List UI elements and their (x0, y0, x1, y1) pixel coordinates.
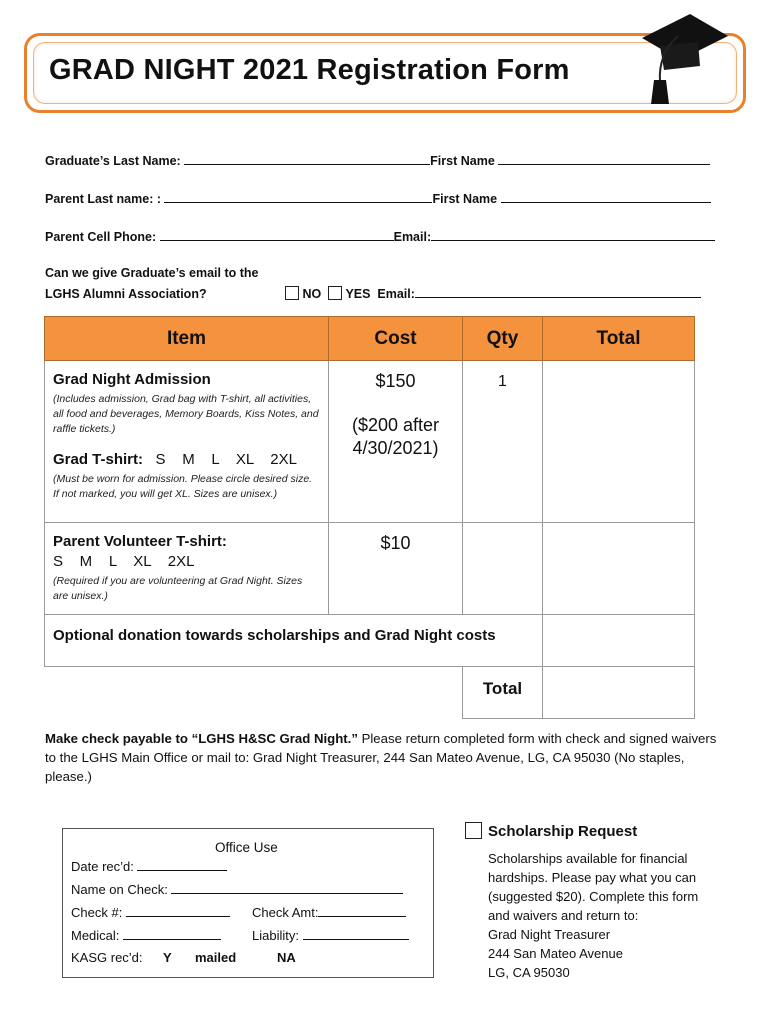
total-label: Total (463, 667, 543, 719)
name-on-check-row (71, 882, 403, 897)
parent-cell-field[interactable] (160, 229, 394, 241)
volunteer-note: (Required if you are volunteering at Grad Night. Sizes are unisex.) (53, 575, 303, 602)
volunteer-item-cell (45, 523, 329, 615)
volunteer-title: Parent Volunteer T-shirt: (53, 533, 227, 550)
check-number-field[interactable] (126, 905, 230, 917)
check-number-row (71, 905, 230, 920)
donation-label: Optional donation towards scholarships and Grad Night costs (45, 615, 543, 667)
parent-first-name-label: First Name (432, 192, 501, 206)
email-field[interactable] (431, 229, 715, 241)
grad-tshirt-label: Grad T-shirt: (53, 451, 144, 468)
graduate-last-name-field[interactable] (184, 153, 430, 165)
no-label: NO (302, 287, 322, 301)
volunteer-row (45, 523, 695, 615)
parent-last-name-field[interactable] (164, 191, 432, 203)
parent-last-name-label: Parent Last name: : (45, 192, 165, 206)
admission-cost-cell (329, 361, 463, 523)
volunteer-total-cell[interactable] (543, 523, 695, 615)
admission-qty: 1 (498, 373, 507, 390)
alumni-question-line2: LGHS Alumni Association? (45, 287, 207, 301)
admission-row (45, 361, 695, 523)
liability-row (252, 928, 409, 943)
grad-tshirt-sizes: S M L XL 2XL (155, 451, 297, 468)
instructions-bold: Make check payable to “LGHS H&SC Grad Night.” (45, 731, 358, 746)
liability-label: Liability: (252, 928, 303, 943)
admission-late-cost: ($200 after 4/30/2021) (351, 415, 440, 458)
admission-cost: $150 (375, 371, 416, 391)
email-label: Email: (393, 230, 432, 244)
graduate-first-name-field[interactable] (498, 153, 710, 165)
instructions-paragraph (45, 729, 725, 786)
header-total: Total (543, 317, 695, 361)
medical-row (71, 928, 221, 943)
parent-first-name-field[interactable] (501, 191, 711, 203)
name-on-check-field[interactable] (171, 882, 403, 894)
parent-contact-row (45, 229, 715, 244)
medical-label: Medical: (71, 928, 124, 943)
instructions-rest: Please return completed form with check and signed waivers to the LGHS Main Office or mail to: Grad Night Treasurer, 244 San Mateo Avenue, LG, CA 95030 (No staples, please.) (45, 731, 717, 784)
yes-email-label: Email: (377, 287, 415, 301)
check-amount-field[interactable] (318, 905, 406, 917)
scholarship-line: hardships. Please pay what you can (488, 870, 697, 885)
table-header-row (45, 317, 695, 361)
date-received-field[interactable] (137, 859, 227, 871)
scholarship-line: Scholarships available for financial (488, 851, 688, 866)
scholarship-checkbox[interactable] (465, 822, 482, 839)
graduate-name-row (45, 153, 710, 168)
scholarship-title: Scholarship Request (488, 823, 638, 840)
alumni-question-row (45, 286, 701, 301)
registration-table (44, 316, 695, 719)
admission-qty-cell[interactable] (463, 361, 543, 523)
page-title: GRAD NIGHT 2021 Registration Form (49, 54, 570, 86)
office-use-title: Office Use (215, 840, 278, 855)
grad-tshirt-note: (Must be worn for admission. Please circle desired size. If not marked, you will get XL. Sizes are unisex.) (53, 473, 313, 500)
scholarship-line: LG, CA 95030 (488, 965, 570, 980)
office-use-box (62, 828, 434, 978)
scholarship-line: 244 San Mateo Avenue (488, 946, 623, 961)
yes-label: YES (345, 287, 371, 301)
volunteer-sizes[interactable]: S M L XL 2XL (53, 553, 195, 570)
parent-name-row (45, 191, 711, 206)
admission-title: Grad Night Admission (53, 371, 211, 388)
date-received-label: Date rec’d: (71, 859, 138, 874)
scholarship-section (465, 822, 735, 982)
admission-item-cell (45, 361, 329, 523)
graduation-cap-icon (638, 8, 730, 106)
no-checkbox[interactable] (285, 286, 299, 300)
header-item: Item (45, 317, 329, 361)
alumni-question-line1: Can we give Graduate’s email to the (45, 266, 259, 280)
grand-total-cell[interactable] (543, 667, 695, 719)
grad-tshirt-row[interactable] (53, 451, 320, 468)
header-cost: Cost (329, 317, 463, 361)
total-row-spacer (45, 667, 463, 719)
scholarship-line: and waivers and return to: (488, 908, 639, 923)
volunteer-cost-cell (329, 523, 463, 615)
check-number-label: Check #: (71, 905, 126, 920)
check-amount-label: Check Amt: (252, 905, 319, 920)
donation-total-cell[interactable] (543, 615, 695, 667)
volunteer-cost: $10 (380, 533, 411, 553)
alumni-email-field[interactable] (415, 286, 701, 298)
scholarship-line: (suggested $20). Complete this form (488, 889, 699, 904)
kasg-y[interactable]: Y (163, 950, 172, 965)
admission-note: (Includes admission, Grad bag with T-shirt, all activities, all food and beverages, Memory Boards, Kiss Notes, and raffle tickets.) (53, 393, 319, 435)
medical-field[interactable] (123, 928, 221, 940)
yes-checkbox[interactable] (328, 286, 342, 300)
scholarship-body (488, 849, 735, 982)
check-amount-row (252, 905, 406, 920)
name-on-check-label: Name on Check: (71, 882, 172, 897)
admission-total-cell[interactable] (543, 361, 695, 523)
total-row (45, 667, 695, 719)
donation-row (45, 615, 695, 667)
graduate-last-name-label: Graduate’s Last Name: (45, 154, 185, 168)
parent-cell-label: Parent Cell Phone: (45, 230, 160, 244)
kasg-mailed[interactable]: mailed (195, 950, 237, 965)
scholarship-line: Grad Night Treasurer (488, 927, 611, 942)
kasg-na[interactable]: NA (277, 950, 296, 965)
graduate-first-name-label: First Name (430, 154, 499, 168)
header-qty: Qty (463, 317, 543, 361)
date-received-row (71, 859, 227, 874)
liability-field[interactable] (303, 928, 409, 940)
volunteer-qty-cell[interactable] (463, 523, 543, 615)
kasg-label: KASG rec’d: (71, 950, 143, 965)
scholarship-header (465, 822, 735, 841)
